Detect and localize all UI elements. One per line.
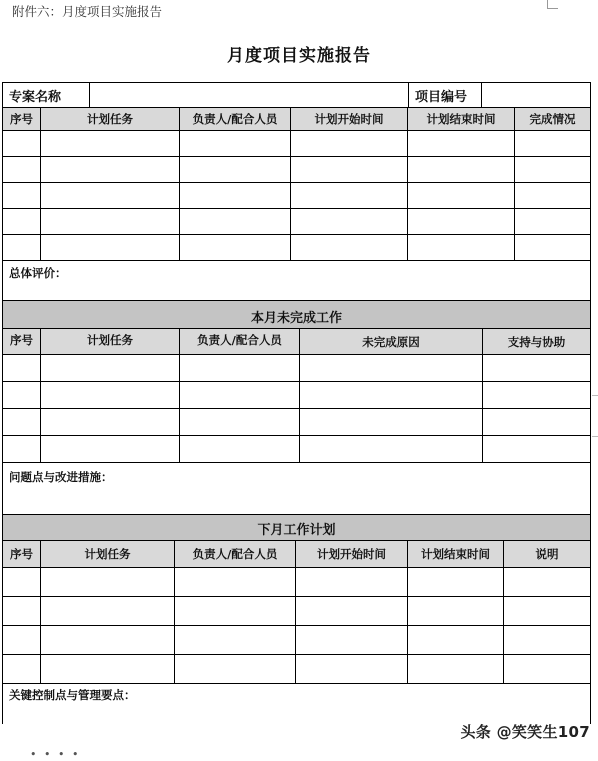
table-cell[interactable] [515, 131, 591, 157]
table-cell[interactable] [175, 626, 296, 655]
table-cell[interactable] [483, 409, 591, 436]
project-number-label: 项目编号 [409, 83, 482, 108]
table-cell[interactable] [296, 655, 408, 684]
table-cell[interactable] [483, 355, 591, 382]
page-side-mark [592, 395, 598, 437]
table-cell[interactable] [180, 183, 291, 209]
plan-col-header: 计划开始时间 [291, 108, 408, 131]
plan-table-header [3, 108, 591, 131]
table-cell[interactable] [515, 209, 591, 235]
unfinished-section-title: 本月未完成工作 [3, 301, 591, 329]
table-cell[interactable] [3, 597, 41, 626]
table-cell[interactable] [291, 131, 408, 157]
table-cell[interactable] [41, 568, 175, 597]
table-cell[interactable] [3, 157, 41, 183]
table-cell[interactable] [408, 568, 504, 597]
table-cell[interactable] [41, 409, 180, 436]
table-cell[interactable] [408, 655, 504, 684]
table-cell[interactable] [41, 183, 180, 209]
table-row [3, 355, 591, 382]
unfinished-col-header: 未完成原因 [300, 329, 483, 355]
table-row [3, 597, 591, 626]
table-cell[interactable] [3, 382, 41, 409]
table-cell[interactable] [180, 409, 300, 436]
table-cell[interactable] [296, 597, 408, 626]
table-cell[interactable] [504, 568, 591, 597]
next-col-header: 计划结束时间 [408, 541, 504, 568]
plan-col-header: 序号 [3, 108, 41, 131]
next-col-header: 计划开始时间 [296, 541, 408, 568]
table-row [3, 209, 591, 235]
table-cell[interactable] [291, 157, 408, 183]
report-form [2, 82, 591, 724]
project-name-label: 专案名称 [3, 83, 90, 108]
table-row [3, 235, 591, 261]
key-points-label: 关键控制点与管理要点： [9, 688, 136, 702]
table-cell[interactable] [300, 409, 483, 436]
table-cell[interactable] [408, 157, 515, 183]
table-row [3, 409, 591, 436]
table-cell[interactable] [408, 183, 515, 209]
table-cell[interactable] [180, 382, 300, 409]
project-number-field[interactable] [482, 83, 591, 108]
next-section-title: 下月工作计划 [3, 515, 591, 541]
table-cell[interactable] [180, 209, 291, 235]
table-cell[interactable] [300, 355, 483, 382]
plan-col-header: 完成情况 [515, 108, 591, 131]
table-cell[interactable] [41, 436, 180, 463]
unfinished-col-header: 负责人/配合人员 [180, 329, 300, 355]
table-cell[interactable] [300, 382, 483, 409]
table-cell[interactable] [175, 655, 296, 684]
table-cell[interactable] [41, 626, 175, 655]
table-cell[interactable] [291, 209, 408, 235]
next-col-header: 序号 [3, 541, 41, 568]
table-cell[interactable] [504, 626, 591, 655]
table-cell[interactable] [291, 183, 408, 209]
plan-col-header: 计划结束时间 [408, 108, 515, 131]
table-cell[interactable] [3, 209, 41, 235]
table-cell[interactable] [180, 157, 291, 183]
project-name-field[interactable] [90, 83, 409, 108]
table-cell[interactable] [3, 409, 41, 436]
table-cell[interactable] [3, 436, 41, 463]
table-cell[interactable] [41, 382, 180, 409]
table-cell[interactable] [296, 568, 408, 597]
table-cell[interactable] [515, 183, 591, 209]
table-cell[interactable] [408, 626, 504, 655]
table-cell[interactable] [175, 568, 296, 597]
table-cell[interactable] [180, 355, 300, 382]
info-row [3, 83, 591, 108]
plan-col-header: 计划任务 [41, 108, 180, 131]
table-row [3, 655, 591, 684]
table-cell[interactable] [41, 597, 175, 626]
table-row [3, 436, 591, 463]
table-cell[interactable] [408, 597, 504, 626]
table-row [3, 568, 591, 597]
table-cell[interactable] [504, 655, 591, 684]
next-col-header: 说明 [504, 541, 591, 568]
table-row [3, 626, 591, 655]
table-cell[interactable] [300, 436, 483, 463]
attachment-label: 附件六：月度项目实施报告 [12, 4, 163, 19]
table-cell[interactable] [41, 131, 180, 157]
table-cell[interactable] [180, 131, 291, 157]
table-cell[interactable] [483, 436, 591, 463]
table-cell[interactable] [3, 655, 41, 684]
table-cell[interactable] [41, 157, 180, 183]
table-cell[interactable] [515, 235, 591, 261]
watermark-logo: 头条 @笑笑生107 [460, 723, 590, 741]
page-title: 月度项目实施报告 [227, 46, 371, 66]
cut-off-text: • • • • [30, 748, 81, 761]
table-cell[interactable] [175, 597, 296, 626]
overall-eval-area[interactable] [3, 261, 591, 301]
table-cell[interactable] [483, 382, 591, 409]
unfinished-table-header [3, 329, 591, 355]
table-cell[interactable] [408, 235, 515, 261]
plan-col-header: 负责人/配合人员 [180, 108, 291, 131]
table-cell[interactable] [291, 235, 408, 261]
table-cell[interactable] [180, 436, 300, 463]
unfinished-col-header: 支持与协助 [483, 329, 591, 355]
table-cell[interactable] [41, 235, 180, 261]
issues-label: 问题点与改进措施： [9, 470, 113, 484]
table-cell[interactable] [3, 626, 41, 655]
table-cell[interactable] [3, 568, 41, 597]
table-cell[interactable] [3, 235, 41, 261]
next-col-header: 计划任务 [41, 541, 175, 568]
table-cell[interactable] [408, 131, 515, 157]
table-cell[interactable] [41, 209, 180, 235]
table-row [3, 131, 591, 157]
table-cell[interactable] [180, 235, 291, 261]
table-cell[interactable] [3, 183, 41, 209]
table-cell[interactable] [3, 355, 41, 382]
next-col-header: 负责人/配合人员 [175, 541, 296, 568]
table-row [3, 157, 591, 183]
unfinished-col-header: 序号 [3, 329, 41, 355]
table-cell[interactable] [408, 209, 515, 235]
table-cell[interactable] [41, 355, 180, 382]
issues-area[interactable] [3, 463, 591, 515]
table-cell[interactable] [296, 626, 408, 655]
next-table-header [3, 541, 591, 568]
table-cell[interactable] [504, 597, 591, 626]
table-cell[interactable] [41, 655, 175, 684]
table-row [3, 183, 591, 209]
table-cell[interactable] [515, 157, 591, 183]
page-corner-mark [547, 0, 558, 9]
key-points-area[interactable] [3, 684, 591, 724]
unfinished-col-header: 计划任务 [41, 329, 180, 355]
table-cell[interactable] [3, 131, 41, 157]
table-row [3, 382, 591, 409]
overall-eval-label: 总体评价： [9, 266, 67, 280]
